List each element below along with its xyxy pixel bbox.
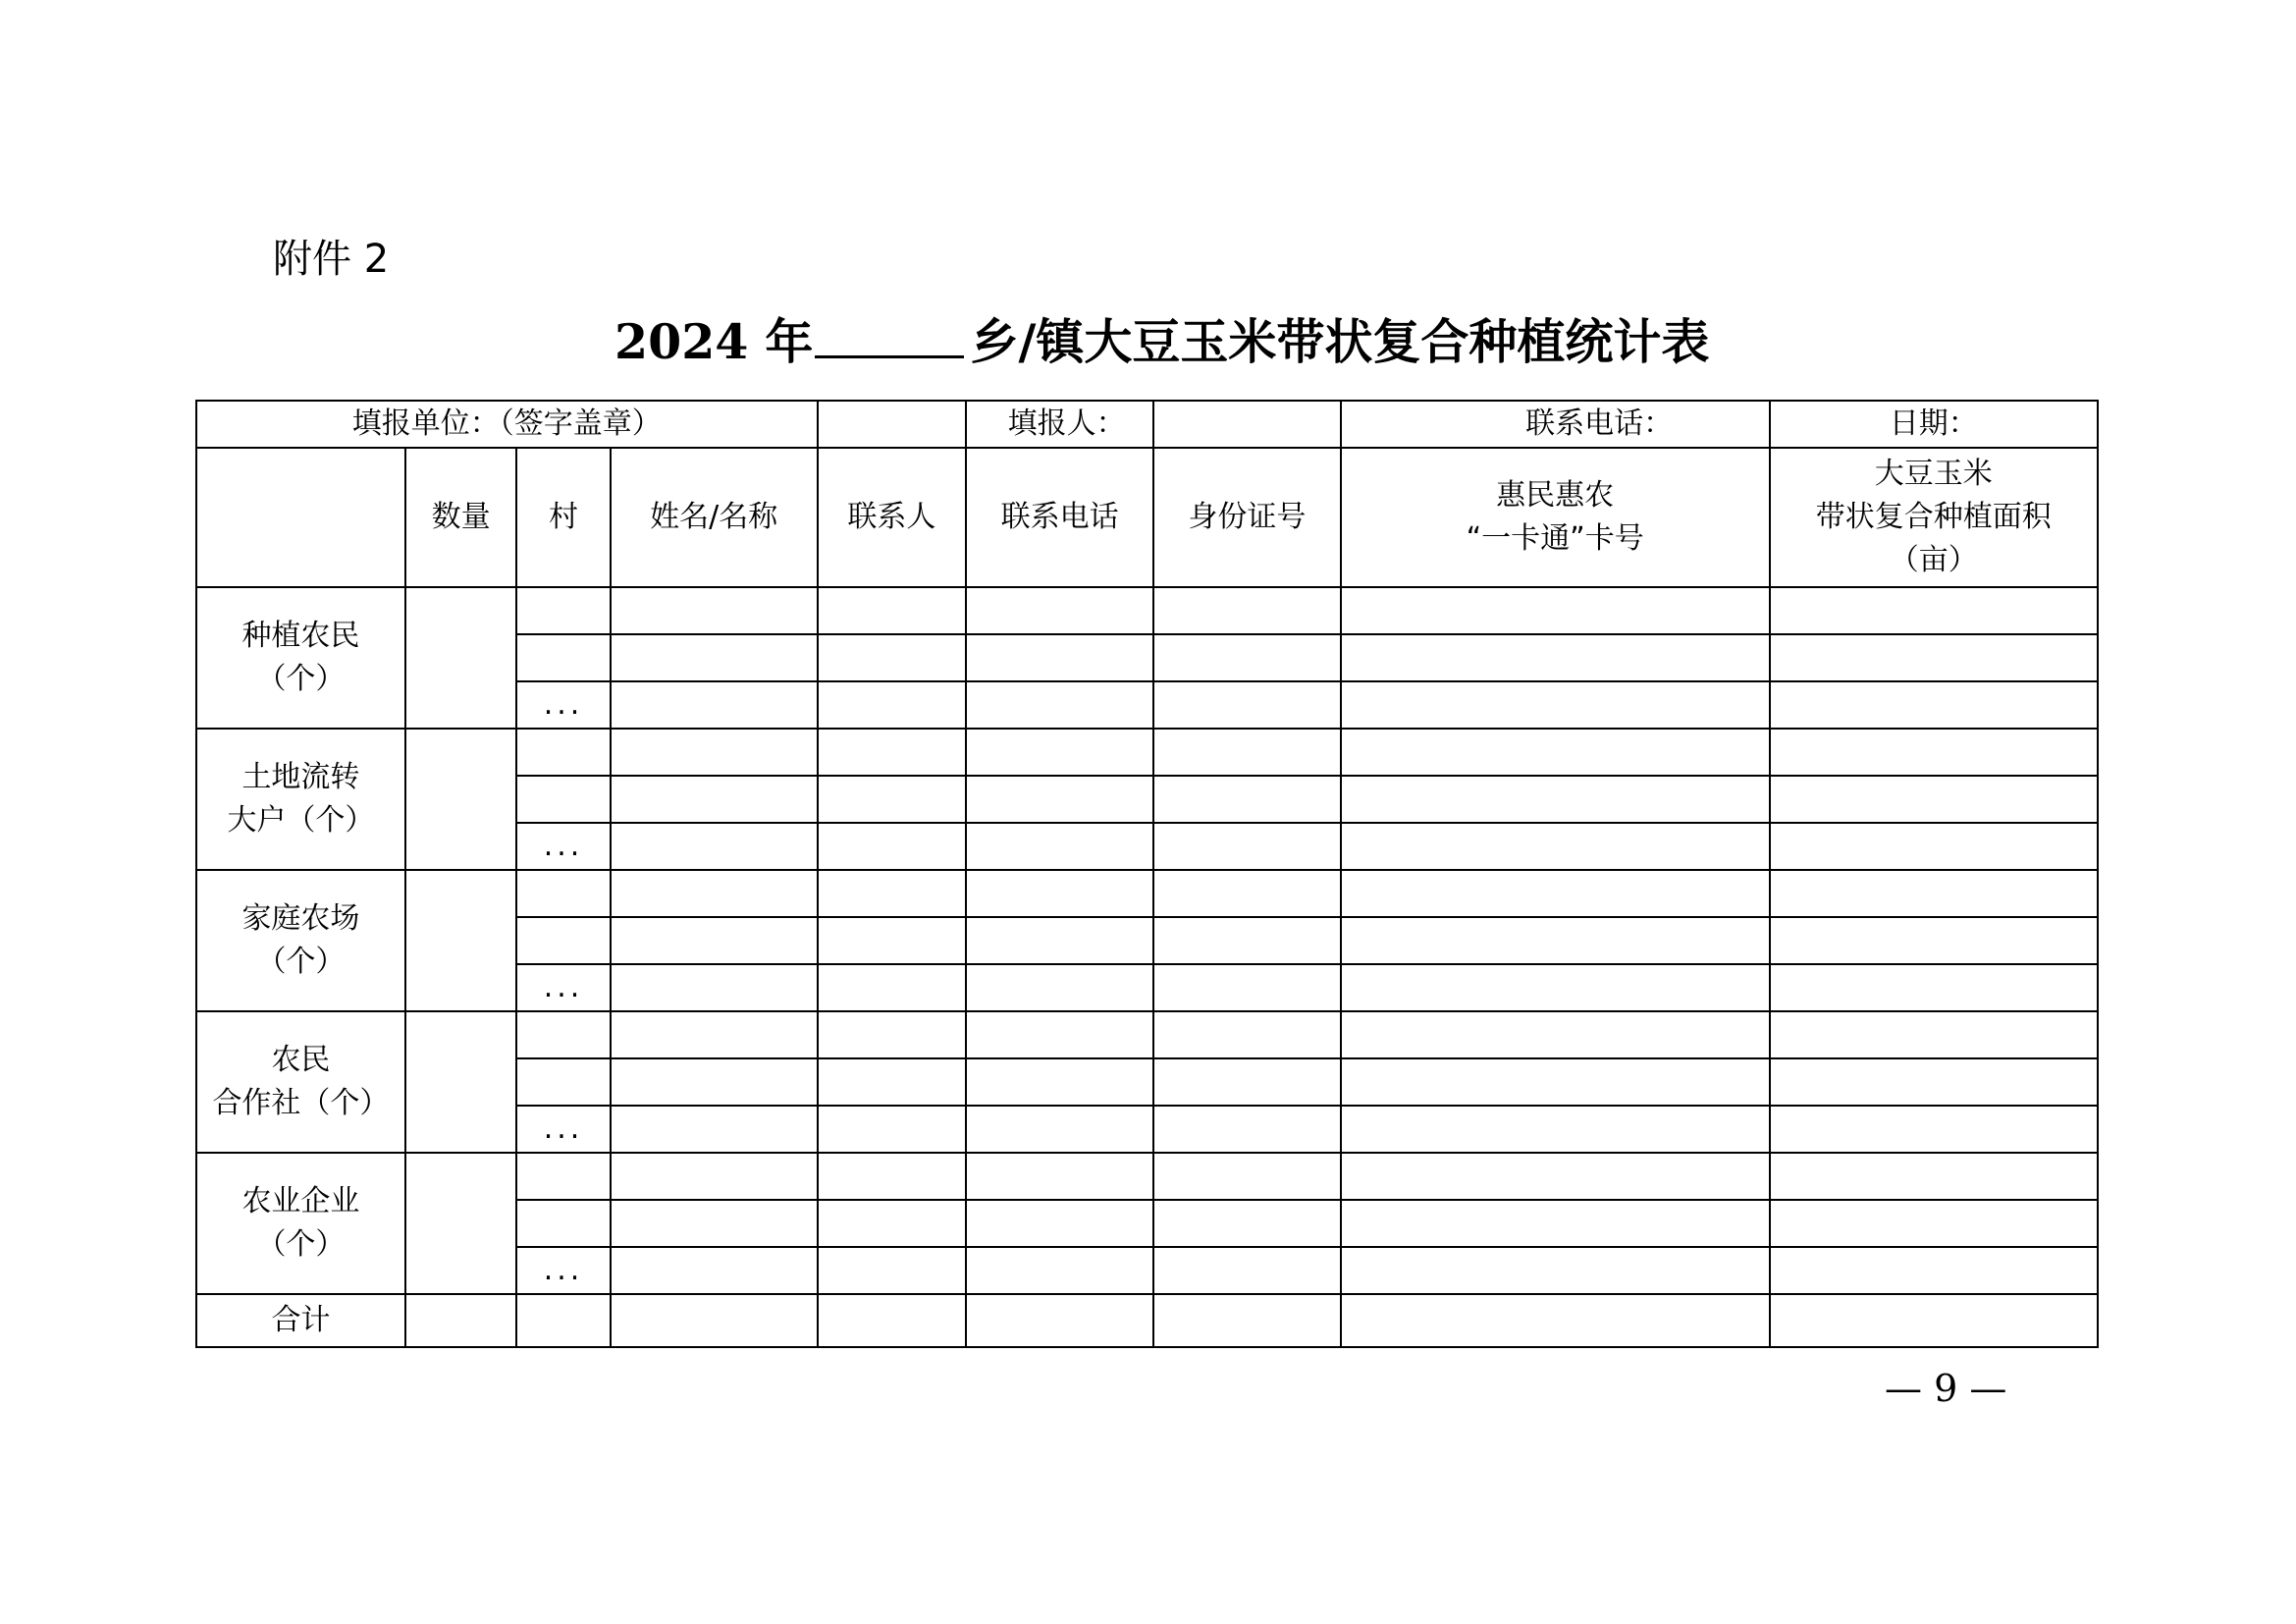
area-cell[interactable] bbox=[1770, 1153, 2098, 1200]
header-row bbox=[196, 448, 2098, 587]
id-number-cell[interactable] bbox=[1153, 729, 1341, 776]
card-number-cell[interactable] bbox=[1341, 634, 1770, 681]
area-cell[interactable] bbox=[1770, 729, 2098, 776]
id-number-cell[interactable] bbox=[1153, 1247, 1341, 1294]
id-number-cell[interactable] bbox=[1153, 634, 1341, 681]
card-number-cell[interactable] bbox=[1341, 1011, 1770, 1058]
village-cell[interactable] bbox=[516, 776, 610, 823]
total-village-cell[interactable] bbox=[516, 1294, 610, 1347]
total-label: 合计 bbox=[196, 1294, 405, 1347]
header-name: 姓名/名称 bbox=[611, 448, 818, 587]
phone-cell[interactable] bbox=[966, 634, 1153, 681]
village-ellipsis-cell[interactable]: ... bbox=[516, 823, 610, 870]
phone-cell[interactable] bbox=[966, 964, 1153, 1011]
phone-cell[interactable] bbox=[966, 729, 1153, 776]
area-cell[interactable] bbox=[1770, 681, 2098, 729]
quantity-cell[interactable] bbox=[405, 870, 516, 1011]
attachment-label: 附件 2 bbox=[273, 237, 390, 282]
phone-cell[interactable] bbox=[966, 1058, 1153, 1106]
id-number-cell[interactable] bbox=[1153, 587, 1341, 634]
area-cell[interactable] bbox=[1770, 917, 2098, 964]
card-number-cell[interactable] bbox=[1341, 587, 1770, 634]
category-label: 家庭农场 （个） bbox=[196, 870, 405, 1011]
card-number-cell[interactable] bbox=[1341, 1200, 1770, 1247]
village-cell[interactable] bbox=[516, 587, 610, 634]
contact-cell[interactable] bbox=[818, 681, 967, 729]
phone-cell[interactable] bbox=[966, 1011, 1153, 1058]
card-number-cell[interactable] bbox=[1341, 729, 1770, 776]
village-cell[interactable] bbox=[516, 1200, 610, 1247]
area-cell[interactable] bbox=[1770, 1247, 2098, 1294]
id-number-cell[interactable] bbox=[1153, 917, 1341, 964]
name-cell[interactable] bbox=[611, 634, 818, 681]
name-cell[interactable] bbox=[611, 1106, 818, 1153]
card-number-cell[interactable] bbox=[1341, 870, 1770, 917]
id-number-cell[interactable] bbox=[1153, 1200, 1341, 1247]
quantity-cell[interactable] bbox=[405, 1011, 516, 1153]
id-number-cell[interactable] bbox=[1153, 681, 1341, 729]
contact-cell[interactable] bbox=[818, 1058, 967, 1106]
card-number-cell[interactable] bbox=[1341, 681, 1770, 729]
fill-info-row bbox=[196, 401, 2098, 448]
village-ellipsis-cell[interactable]: ... bbox=[516, 1106, 610, 1153]
phone-cell[interactable] bbox=[966, 681, 1153, 729]
village-cell[interactable] bbox=[516, 870, 610, 917]
contact-cell[interactable] bbox=[818, 870, 967, 917]
card-number-cell[interactable] bbox=[1341, 1106, 1770, 1153]
village-cell[interactable] bbox=[516, 1153, 610, 1200]
phone-cell[interactable] bbox=[966, 870, 1153, 917]
card-number-cell[interactable] bbox=[1341, 823, 1770, 870]
category-label: 土地流转 大户（个） bbox=[196, 729, 405, 870]
header-category bbox=[196, 448, 405, 587]
contact-cell[interactable] bbox=[818, 776, 967, 823]
name-cell[interactable] bbox=[611, 917, 818, 964]
total-name-cell[interactable] bbox=[611, 1294, 818, 1347]
village-cell[interactable] bbox=[516, 1011, 610, 1058]
header-id-number: 身份证号 bbox=[1153, 448, 1341, 587]
id-number-cell[interactable] bbox=[1153, 1153, 1341, 1200]
name-cell[interactable] bbox=[611, 1247, 818, 1294]
area-cell[interactable] bbox=[1770, 964, 2098, 1011]
contact-cell[interactable] bbox=[818, 1011, 967, 1058]
phone-cell[interactable] bbox=[966, 1247, 1153, 1294]
name-cell[interactable] bbox=[611, 681, 818, 729]
name-cell[interactable] bbox=[611, 587, 818, 634]
fill-unit-value[interactable] bbox=[818, 401, 967, 448]
card-number-cell[interactable] bbox=[1341, 1058, 1770, 1106]
card-number-cell[interactable] bbox=[1341, 964, 1770, 1011]
name-cell[interactable] bbox=[611, 870, 818, 917]
filler-value[interactable] bbox=[1153, 401, 1341, 448]
statistics-table bbox=[195, 400, 2099, 1348]
total-area-cell[interactable] bbox=[1770, 1294, 2098, 1347]
contact-cell[interactable] bbox=[818, 634, 967, 681]
name-cell[interactable] bbox=[611, 776, 818, 823]
phone-cell[interactable] bbox=[966, 776, 1153, 823]
village-ellipsis-cell[interactable]: ... bbox=[516, 1247, 610, 1294]
contact-cell[interactable] bbox=[818, 917, 967, 964]
id-number-cell[interactable] bbox=[1153, 823, 1341, 870]
total-card-number-cell[interactable] bbox=[1341, 1294, 1770, 1347]
phone-cell[interactable] bbox=[966, 1153, 1153, 1200]
village-cell[interactable] bbox=[516, 729, 610, 776]
contact-cell[interactable] bbox=[818, 587, 967, 634]
name-cell[interactable] bbox=[611, 1011, 818, 1058]
header-village: 村 bbox=[516, 448, 610, 587]
quantity-cell[interactable] bbox=[405, 1153, 516, 1294]
header-card-number: 惠民惠农 “一卡通”卡号 bbox=[1341, 448, 1770, 587]
page-title bbox=[614, 302, 1709, 377]
name-cell[interactable] bbox=[611, 964, 818, 1011]
header-phone: 联系电话 bbox=[966, 448, 1153, 587]
phone-cell[interactable] bbox=[966, 1106, 1153, 1153]
area-cell[interactable] bbox=[1770, 823, 2098, 870]
total-phone-cell[interactable] bbox=[966, 1294, 1153, 1347]
id-number-cell[interactable] bbox=[1153, 1058, 1341, 1106]
card-number-cell[interactable] bbox=[1341, 917, 1770, 964]
area-cell[interactable] bbox=[1770, 776, 2098, 823]
village-ellipsis-cell[interactable]: ... bbox=[516, 964, 610, 1011]
village-cell[interactable] bbox=[516, 1058, 610, 1106]
name-cell[interactable] bbox=[611, 1200, 818, 1247]
total-contact-cell[interactable] bbox=[818, 1294, 967, 1347]
table-row bbox=[196, 729, 2098, 776]
name-cell[interactable] bbox=[611, 1153, 818, 1200]
name-cell[interactable] bbox=[611, 729, 818, 776]
contact-cell[interactable] bbox=[818, 1200, 967, 1247]
area-cell[interactable] bbox=[1770, 1058, 2098, 1106]
total-quantity-cell[interactable] bbox=[405, 1294, 516, 1347]
category-label: 农业企业 （个） bbox=[196, 1153, 405, 1294]
contact-cell[interactable] bbox=[818, 964, 967, 1011]
fill-unit-label: 填报单位：（签字盖章） bbox=[196, 401, 818, 448]
table-row bbox=[196, 587, 2098, 634]
village-cell[interactable] bbox=[516, 634, 610, 681]
contact-cell[interactable] bbox=[818, 729, 967, 776]
category-label: 种植农民 （个） bbox=[196, 587, 405, 729]
total-id-number-cell[interactable] bbox=[1153, 1294, 1341, 1347]
card-number-cell[interactable] bbox=[1341, 1247, 1770, 1294]
page-number: — 9 — bbox=[1885, 1367, 2007, 1410]
contact-cell[interactable] bbox=[818, 1153, 967, 1200]
area-cell[interactable] bbox=[1770, 870, 2098, 917]
phone-cell[interactable] bbox=[966, 823, 1153, 870]
quantity-cell[interactable] bbox=[405, 729, 516, 870]
filler-label: 填报人： bbox=[966, 401, 1153, 448]
area-cell[interactable] bbox=[1770, 1200, 2098, 1247]
area-cell[interactable] bbox=[1770, 587, 2098, 634]
title-blank-line[interactable] bbox=[815, 302, 964, 358]
total-row bbox=[196, 1294, 2098, 1347]
phone-cell[interactable] bbox=[966, 917, 1153, 964]
card-number-cell[interactable] bbox=[1341, 776, 1770, 823]
id-number-cell[interactable] bbox=[1153, 870, 1341, 917]
area-cell[interactable] bbox=[1770, 1011, 2098, 1058]
id-number-cell[interactable] bbox=[1153, 1011, 1341, 1058]
name-cell[interactable] bbox=[611, 1058, 818, 1106]
name-cell[interactable] bbox=[611, 823, 818, 870]
date-label[interactable]: 日期： bbox=[1770, 401, 2098, 448]
header-area: 大豆玉米 带状复合种植面积 （亩） bbox=[1770, 448, 2098, 587]
table-row bbox=[196, 870, 2098, 917]
table-row bbox=[196, 1153, 2098, 1200]
header-quantity: 数量 bbox=[405, 448, 516, 587]
area-cell[interactable] bbox=[1770, 1106, 2098, 1153]
village-ellipsis-cell[interactable]: ... bbox=[516, 681, 610, 729]
id-number-cell[interactable] bbox=[1153, 964, 1341, 1011]
quantity-cell[interactable] bbox=[405, 587, 516, 729]
title-text: 乡/镇大豆玉米带状复合种植统计表 bbox=[970, 313, 1710, 370]
contact-cell[interactable] bbox=[818, 1106, 967, 1153]
table-row bbox=[196, 1011, 2098, 1058]
title-year: 2024 年 bbox=[614, 313, 814, 370]
header-contact: 联系人 bbox=[818, 448, 967, 587]
contact-cell[interactable] bbox=[818, 823, 967, 870]
phone-cell[interactable] bbox=[966, 587, 1153, 634]
id-number-cell[interactable] bbox=[1153, 776, 1341, 823]
category-label: 农民 合作社（个） bbox=[196, 1011, 405, 1153]
id-number-cell[interactable] bbox=[1153, 1106, 1341, 1153]
phone-cell[interactable] bbox=[966, 1200, 1153, 1247]
area-cell[interactable] bbox=[1770, 634, 2098, 681]
contact-cell[interactable] bbox=[818, 1247, 967, 1294]
phone-label: 联系电话： bbox=[1341, 401, 1770, 448]
village-cell[interactable] bbox=[516, 917, 610, 964]
card-number-cell[interactable] bbox=[1341, 1153, 1770, 1200]
